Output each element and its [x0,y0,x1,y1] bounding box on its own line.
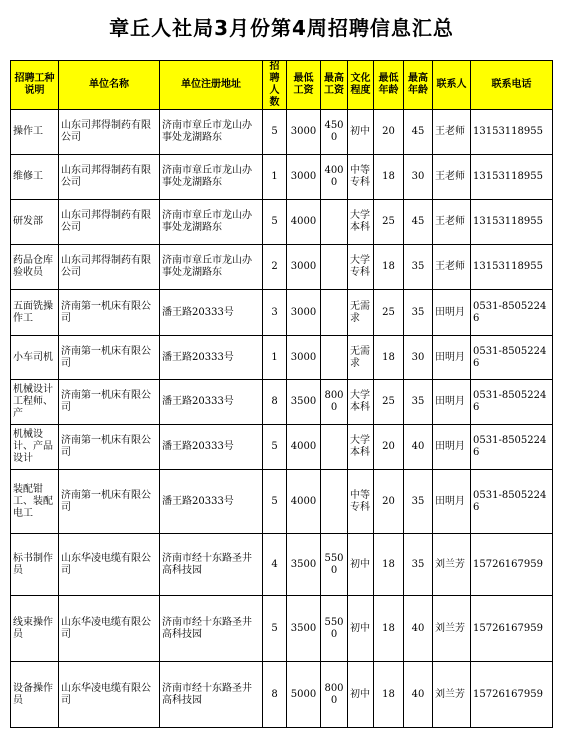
cell-min-salary: 3000 [287,336,321,380]
table-row [11,290,553,336]
cell-phone: 0531-85052246 [471,425,553,470]
cell-max-age: 35 [404,470,433,534]
cell-education: 初中 [348,596,374,662]
table-row [11,425,553,470]
cell-company: 济南第一机床有限公司 [59,425,160,470]
cell-phone: 0531-85052246 [471,470,553,534]
cell-min-age: 18 [374,155,404,200]
cell-headcount: 5 [263,596,287,662]
header-contact: 联系人 [433,61,471,110]
cell-min-salary: 4000 [287,425,321,470]
cell-contact: 刘兰芳 [433,534,471,596]
cell-address: 济南市经十东路圣井高科技园 [160,596,263,662]
cell-address: 济南市经十东路圣井高科技园 [160,662,263,728]
cell-max-age: 30 [404,336,433,380]
cell-min-age: 20 [374,425,404,470]
cell-max-salary [321,425,348,470]
cell-education: 中等专科 [348,155,374,200]
cell-contact: 田明月 [433,425,471,470]
cell-min-salary: 4000 [287,200,321,245]
cell-contact: 田明月 [433,336,471,380]
cell-min-age: 18 [374,534,404,596]
table-row [11,596,553,662]
cell-headcount: 8 [263,662,287,728]
cell-phone: 13153118955 [471,155,553,200]
cell-contact: 王老师 [433,155,471,200]
cell-education: 大学本科 [348,425,374,470]
header-address: 单位注册地址 [160,61,263,110]
cell-max-salary: 8000 [321,662,348,728]
cell-address: 潘王路20333号 [160,336,263,380]
cell-headcount: 1 [263,155,287,200]
cell-address: 潘王路20333号 [160,290,263,336]
table-row [11,336,553,380]
cell-education: 无需求 [348,290,374,336]
cell-phone: 0531-85052246 [471,290,553,336]
cell-headcount: 5 [263,200,287,245]
cell-headcount: 2 [263,245,287,290]
header-headcount: 招聘人数 [263,61,287,110]
cell-phone: 0531-85052246 [471,336,553,380]
cell-min-age: 18 [374,662,404,728]
cell-contact: 王老师 [433,245,471,290]
cell-min-age: 20 [374,470,404,534]
cell-min-age: 18 [374,245,404,290]
cell-headcount: 1 [263,336,287,380]
cell-max-age: 40 [404,662,433,728]
cell-company: 山东司邦得制药有限公司 [59,110,160,155]
cell-contact: 田明月 [433,380,471,425]
cell-address: 潘王路20333号 [160,380,263,425]
cell-headcount: 5 [263,470,287,534]
cell-max-salary: 8000 [321,380,348,425]
cell-company: 济南第一机床有限公司 [59,380,160,425]
cell-company: 山东司邦得制药有限公司 [59,200,160,245]
cell-address: 潘王路20333号 [160,470,263,534]
cell-max-age: 30 [404,155,433,200]
cell-address: 潘王路20333号 [160,425,263,470]
cell-max-age: 35 [404,380,433,425]
cell-headcount: 8 [263,380,287,425]
cell-min-age: 25 [374,380,404,425]
cell-max-age: 45 [404,110,433,155]
cell-max-age: 40 [404,596,433,662]
cell-min-age: 18 [374,336,404,380]
cell-contact: 田明月 [433,290,471,336]
cell-contact: 刘兰芳 [433,662,471,728]
table-row [11,155,553,200]
cell-max-age: 35 [404,534,433,596]
table-row [11,534,553,596]
cell-phone: 15726167959 [471,534,553,596]
cell-max-age: 35 [404,245,433,290]
table-row [11,245,553,290]
cell-max-salary [321,290,348,336]
cell-max-salary: 5500 [321,534,348,596]
cell-address: 济南市章丘市龙山办事处龙湖路东 [160,155,263,200]
cell-contact: 王老师 [433,110,471,155]
cell-education: 中等专科 [348,470,374,534]
header-max-salary: 最高工资 [321,61,348,110]
cell-phone: 15726167959 [471,596,553,662]
table-header-row [11,61,553,110]
cell-max-salary [321,245,348,290]
cell-contact: 王老师 [433,200,471,245]
cell-min-age: 18 [374,596,404,662]
table-row [11,662,553,728]
table-row [11,110,553,155]
cell-education: 大学本科 [348,200,374,245]
cell-phone: 0531-85052246 [471,380,553,425]
table-row [11,380,553,425]
cell-min-salary: 5000 [287,662,321,728]
cell-company: 山东华凌电缆有限公司 [59,596,160,662]
header-max-age: 最高年龄 [404,61,433,110]
cell-min-salary: 3000 [287,245,321,290]
header-min-salary: 最低工资 [287,61,321,110]
cell-company: 山东华凌电缆有限公司 [59,662,160,728]
cell-education: 初中 [348,110,374,155]
cell-phone: 13153118955 [471,200,553,245]
cell-company: 山东司邦得制药有限公司 [59,155,160,200]
cell-company: 济南第一机床有限公司 [59,470,160,534]
header-min-age: 最低年龄 [374,61,404,110]
cell-phone: 13153118955 [471,110,553,155]
cell-min-salary: 3000 [287,155,321,200]
cell-company: 济南第一机床有限公司 [59,290,160,336]
header-education: 文化程度 [348,61,374,110]
cell-job-type: 设备操作员 [11,662,59,728]
cell-job-type: 维修工 [11,155,59,200]
header-company: 单位名称 [59,61,160,110]
cell-min-salary: 4000 [287,470,321,534]
cell-contact: 刘兰芳 [433,596,471,662]
cell-company: 山东华凌电缆有限公司 [59,534,160,596]
cell-job-type: 机械设计工程师、产 [11,380,59,425]
cell-address: 济南市经十东路圣井高科技园 [160,534,263,596]
cell-max-salary: 4000 [321,155,348,200]
cell-address: 济南市章丘市龙山办事处龙湖路东 [160,110,263,155]
cell-job-type: 操作工 [11,110,59,155]
cell-max-age: 45 [404,200,433,245]
cell-job-type: 标书制作员 [11,534,59,596]
cell-phone: 15726167959 [471,662,553,728]
cell-min-age: 20 [374,110,404,155]
cell-headcount: 5 [263,110,287,155]
cell-headcount: 5 [263,425,287,470]
cell-min-age: 25 [374,290,404,336]
cell-max-age: 35 [404,290,433,336]
cell-job-type: 机械设计、产品设计 [11,425,59,470]
cell-education: 初中 [348,662,374,728]
recruitment-table [10,60,553,728]
cell-max-salary [321,200,348,245]
cell-job-type: 研发部 [11,200,59,245]
cell-contact: 田明月 [433,470,471,534]
document-title: 章丘人社局3月份第4周招聘信息汇总 [109,16,454,40]
cell-address: 济南市章丘市龙山办事处龙湖路东 [160,245,263,290]
cell-education: 初中 [348,534,374,596]
cell-min-salary: 3500 [287,534,321,596]
cell-job-type: 装配钳工、装配电工 [11,470,59,534]
cell-min-salary: 3000 [287,110,321,155]
cell-company: 济南第一机床有限公司 [59,336,160,380]
cell-headcount: 3 [263,290,287,336]
cell-address: 济南市章丘市龙山办事处龙湖路东 [160,200,263,245]
header-job-type: 招聘工种说明 [11,61,59,110]
cell-job-type: 五面铣操作工 [11,290,59,336]
header-phone: 联系电话 [471,61,553,110]
cell-max-salary: 4500 [321,110,348,155]
cell-phone: 13153118955 [471,245,553,290]
cell-education: 大学专科 [348,245,374,290]
cell-job-type: 线束操作员 [11,596,59,662]
cell-headcount: 4 [263,534,287,596]
cell-job-type: 药品仓库验收员 [11,245,59,290]
cell-min-salary: 3000 [287,290,321,336]
table-row [11,470,553,534]
cell-min-salary: 3500 [287,596,321,662]
cell-max-salary [321,470,348,534]
cell-min-salary: 3500 [287,380,321,425]
table-row [11,200,553,245]
cell-max-salary: 5500 [321,596,348,662]
table-body [11,110,553,728]
cell-max-age: 40 [404,425,433,470]
cell-company: 山东司邦得制药有限公司 [59,245,160,290]
cell-min-age: 25 [374,200,404,245]
cell-education: 大学本科 [348,380,374,425]
cell-job-type: 小车司机 [11,336,59,380]
cell-max-salary [321,336,348,380]
cell-education: 无需求 [348,336,374,380]
